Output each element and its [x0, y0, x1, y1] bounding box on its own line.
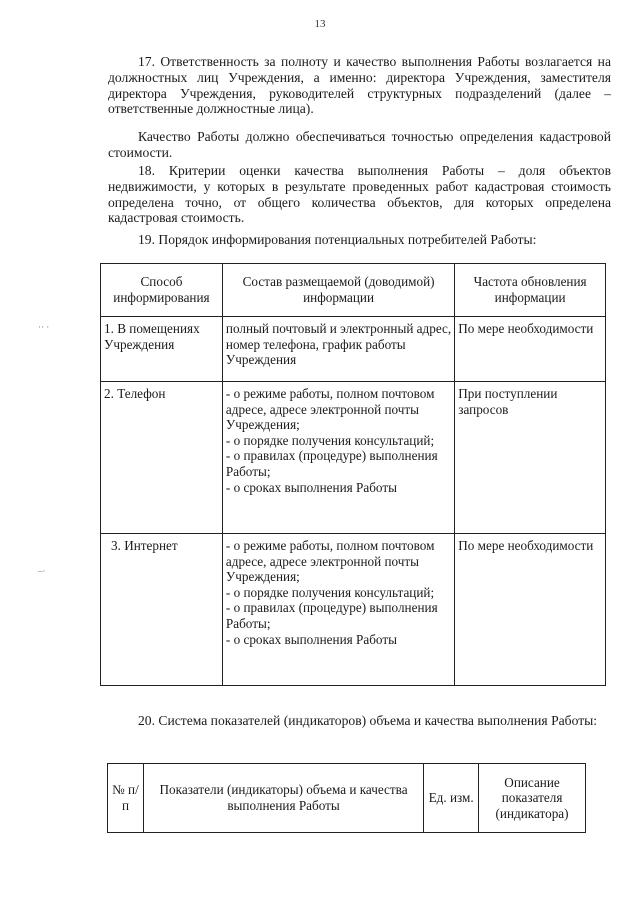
cell-content: - о режиме работы, полном почтовом адресе, адресе электронной почты Учреждения; - о порядке получения консультаций; - о правилах (процедуре) выполнения Работы; - о сроках выполнения Работы	[222, 382, 454, 534]
header-unit: Ед. изм.	[424, 764, 479, 833]
paragraph-17: 17. Ответственность за полноту и качество выполнения Работы возлагается на должностных лиц Учреждения, а именно: директора Учреждения, заместителя директора Учреждения, руководителей структурных подразделений (далее – ответственные должностные лица).	[108, 54, 611, 117]
margin-mark: ·· ·	[38, 322, 50, 332]
margin-mark: –·	[38, 566, 46, 576]
header-content: Состав размещаемой (доводимой) информации	[222, 264, 454, 317]
table-row	[101, 534, 606, 686]
cell-method: 3. Интернет	[101, 534, 223, 686]
indicators-table	[107, 763, 586, 833]
page-number: 13	[314, 18, 326, 30]
table-row	[101, 382, 606, 534]
cell-content: - о режиме работы, полном почтовом адресе, адресе электронной почты Учреждения; - о порядке получения консультаций; - о правилах (процедуре) выполнения Работы; - о сроках выполнения Работы	[222, 534, 454, 686]
cell-method: 2. Телефон	[101, 382, 223, 534]
header-description: Описание показателя (индикатора)	[479, 764, 586, 833]
paragraph-19: 19. Порядок информирования потенциальных потребителей Работы:	[138, 232, 537, 247]
header-number: № п/п	[108, 764, 144, 833]
header-frequency: Частота обновления информации	[455, 264, 606, 317]
table-row	[101, 317, 606, 382]
header-indicators: Показатели (индикаторы) объема и качества выполнения Работы	[143, 764, 423, 833]
paragraph-20: 20. Система показателей (индикаторов) объема и качества выполнения Работы:	[138, 713, 598, 728]
table-header-row	[108, 764, 586, 833]
cell-frequency: По мере необходимости	[455, 317, 606, 382]
cell-frequency: При поступлении запросов	[455, 382, 606, 534]
header-method: Способ информирования	[101, 264, 223, 317]
paragraph-18: 18. Критерии оценки качества выполнения Работы – доля объектов недвижимости, у которых в результате проведенных работ кадастровая стоимость определена точно, от общего количества объектов, для которых определена кадастровая стоимость.	[108, 163, 611, 226]
cell-content: полный почтовый и электронный адрес, номер телефона, график работы Учреждения	[222, 317, 454, 382]
cell-frequency: По мере необходимости	[455, 534, 606, 686]
paragraph-17-quality: Качество Работы должно обеспечиваться точностью определения кадастровой стоимости.	[108, 129, 611, 160]
table-header-row	[101, 264, 606, 317]
informing-table	[100, 263, 606, 686]
cell-method: 1. В помещениях Учреждения	[101, 317, 223, 382]
